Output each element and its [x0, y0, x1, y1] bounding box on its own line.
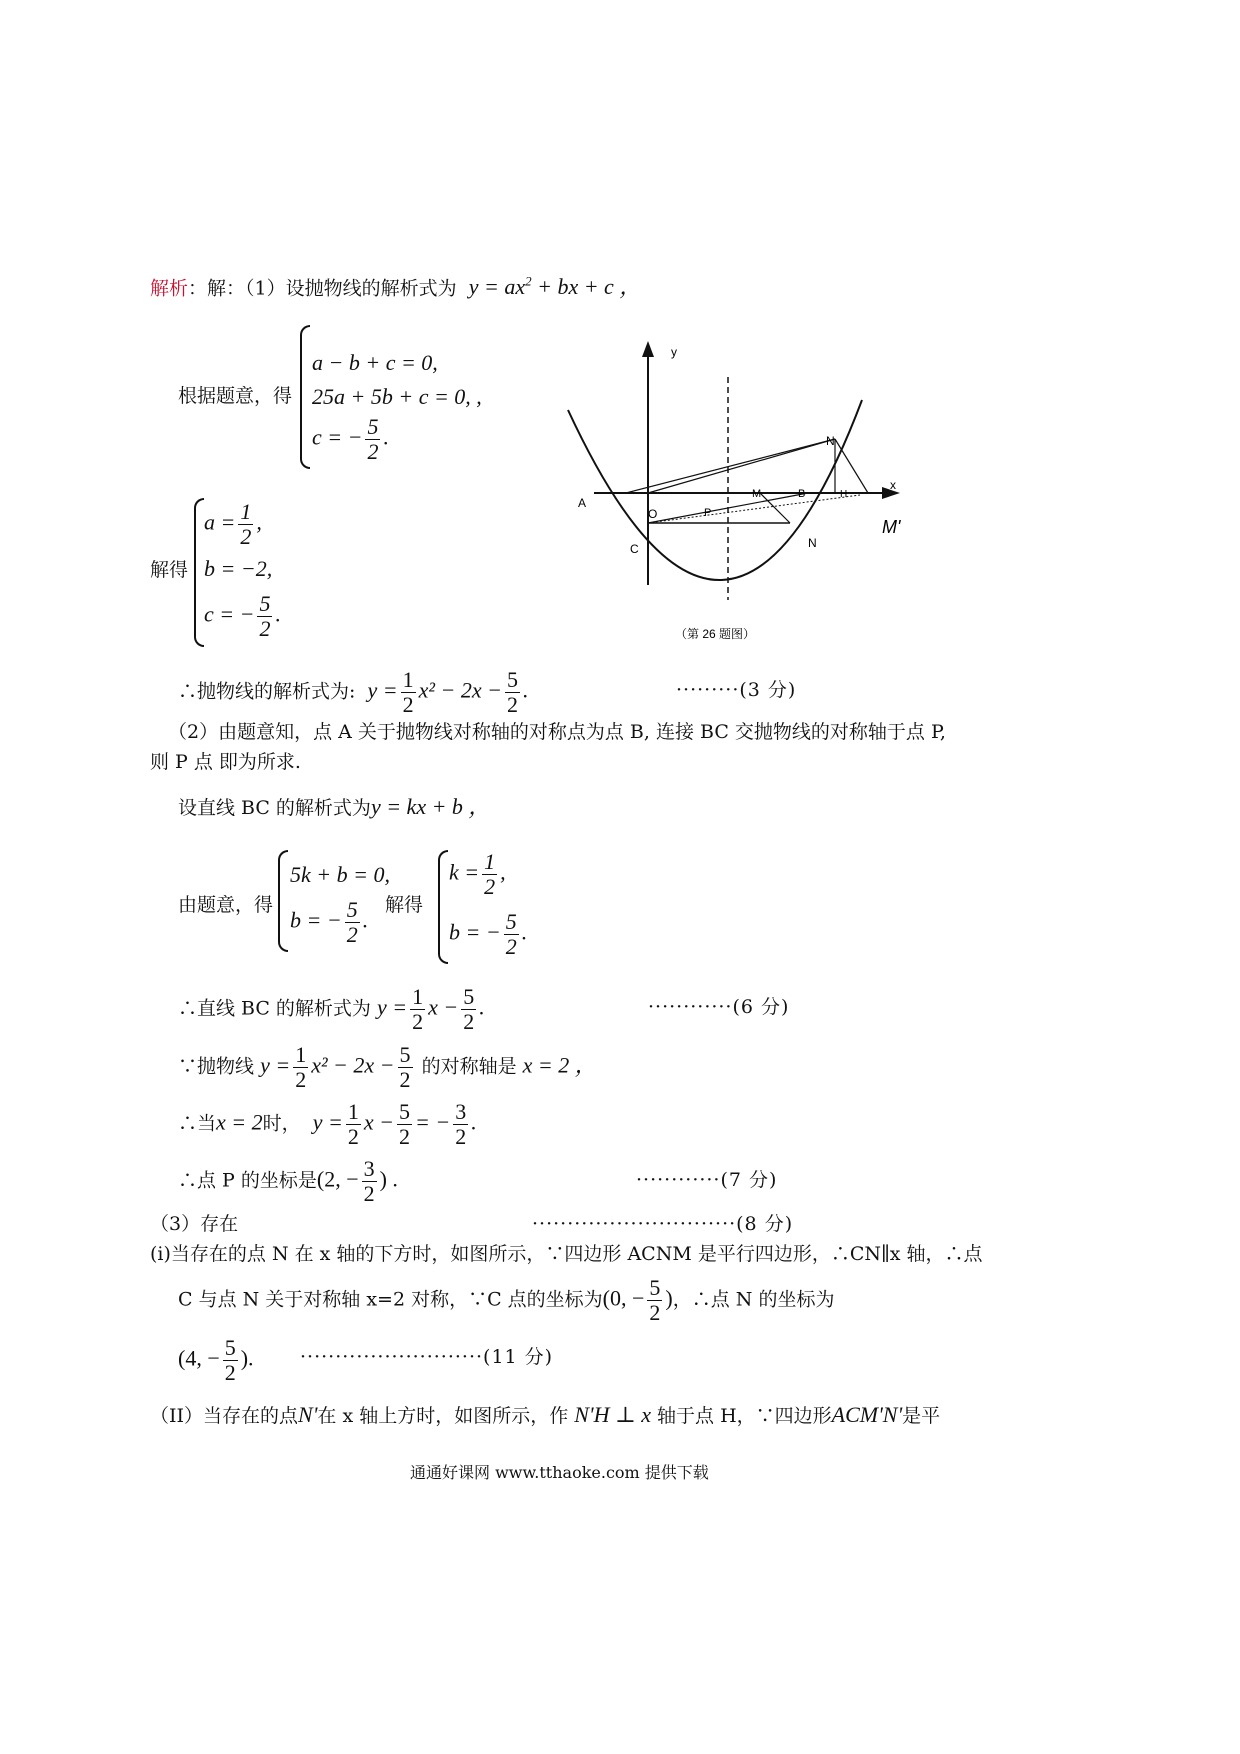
parabola-figure — [560, 335, 920, 655]
system3-line1: 5k + b = 0, — [290, 862, 390, 887]
line-a-nprime — [626, 439, 835, 493]
figure-caption: （第 26 题图） — [675, 627, 756, 641]
label-x: x — [890, 478, 896, 492]
point-p-line: ∴点 P 的坐标是(2, − $\frac{3}{2}$ ) . — [178, 1156, 398, 1206]
score-11: ··························(11 分) — [300, 1346, 554, 1368]
system1-lead: 根据题意，得 — [178, 385, 293, 407]
score-7: ············(7 分) — [636, 1169, 778, 1191]
system2-line3: c = − $\frac{5}{2}$ . — [204, 591, 281, 641]
axis-line: ∵抛物线 y = $\frac{1}{2}$ x² − 2x − $\frac{5}{2}$ 的对称轴是 x = 2 ， — [178, 1042, 597, 1092]
bc-setup: 设直线 BC 的解析式为y = kx + b ， — [178, 794, 491, 819]
case1-line1: (i)当存在的点 N 在 x 轴的下方时，如图所示，∵四边形 ACNM 是平行四边形，∴CN∥x 轴，∴点 — [150, 1243, 983, 1265]
parabola-curve — [568, 400, 862, 580]
label-y: y — [671, 345, 677, 359]
system1-line3: c = − $\frac{5}{2}$ . — [312, 414, 389, 464]
score-3: ·········(3 分) — [676, 679, 797, 701]
system1-brace — [300, 325, 310, 469]
label-n: N — [808, 536, 817, 550]
score-8: ·····························(8 分) — [532, 1213, 794, 1235]
system2-brace — [194, 498, 204, 647]
bc-result: ∴直线 BC 的解析式为 y = $\frac{1}{2}$ x − $\frac{5}{2}$ . — [178, 984, 485, 1034]
system4-line2: b = − $\frac{5}{2}$ . — [449, 909, 528, 959]
case1-line2: C 与点 N 关于对称轴 x=2 对称，∵C 点的坐标为(0, − $\frac{5}{2}$ )，∴点 N 的坐标为 — [178, 1275, 835, 1325]
system3-brace — [278, 850, 288, 952]
label-mprime: M' — [882, 517, 901, 537]
system2-lead: 解得 — [150, 559, 189, 581]
analysis-label: 解析 — [150, 277, 189, 300]
case2-line: （II）当存在的点N'在 x 轴上方时，如图所示，作 N'H ⊥ x 轴于点 H，∵四边形ACM'N'是平 — [150, 1402, 941, 1427]
label-b: B — [798, 488, 806, 500]
line-nprime-mprime — [835, 439, 868, 493]
system3-lead: 由题意，得 — [178, 894, 274, 916]
when-line: ∴当x = 2时， y = $\frac{1}{2}$ x − $\frac{5}{2}$ = − $\frac{3}{2}$ . — [178, 1099, 477, 1149]
label-nprime: N — [826, 434, 835, 448]
part3-text: （3）存在 — [150, 1213, 239, 1235]
label-a: A — [578, 496, 587, 510]
part2-line1: （2）由题意知，点 A 关于抛物线对称轴的对称点为点 B, 连接 BC 交抛物线的对称轴于点 P, — [168, 721, 946, 743]
system2-line2: b = −2, — [204, 556, 273, 581]
footer: 通通好课网 www.tthaoke.com 提供下载 — [410, 1463, 709, 1482]
label-m: M — [752, 488, 762, 500]
system3-mid: 解得 — [385, 894, 424, 916]
score-6: ············(6 分) — [648, 996, 790, 1018]
label-o: O — [648, 507, 658, 521]
system2-line1: a = $\frac{1}{2}$ , — [204, 499, 262, 549]
header-formula: $y = ax^2$ + bx + c ， — [468, 274, 642, 300]
header-line — [150, 270, 641, 300]
system4-brace — [438, 850, 448, 964]
system1-line1: a − b + c = 0, — [312, 350, 438, 375]
system3-line2: b = − $\frac{5}{2}$ . — [290, 897, 369, 947]
case1-line3: (4, − $\frac{5}{2}$ ). — [178, 1335, 254, 1385]
parabola-result: ∴抛物线的解析式为: y = $\frac{1}{2}$ x² − 2x − $\frac{5}{2}$ . — [178, 667, 529, 717]
system4-line1: k = $\frac{1}{2}$ , — [449, 849, 506, 899]
label-c: C — [630, 542, 639, 556]
part2-line2: 则 P 点 即为所求. — [150, 751, 301, 773]
label-h: H — [840, 489, 848, 500]
header-text: ：解：（1）设抛物线的解析式为 — [188, 277, 457, 300]
line-o-nprime — [648, 439, 835, 493]
y-axis-arrow — [642, 341, 654, 357]
system1-line2: 25a + 5b + c = 0, , — [312, 384, 482, 409]
label-p: P — [704, 507, 712, 519]
